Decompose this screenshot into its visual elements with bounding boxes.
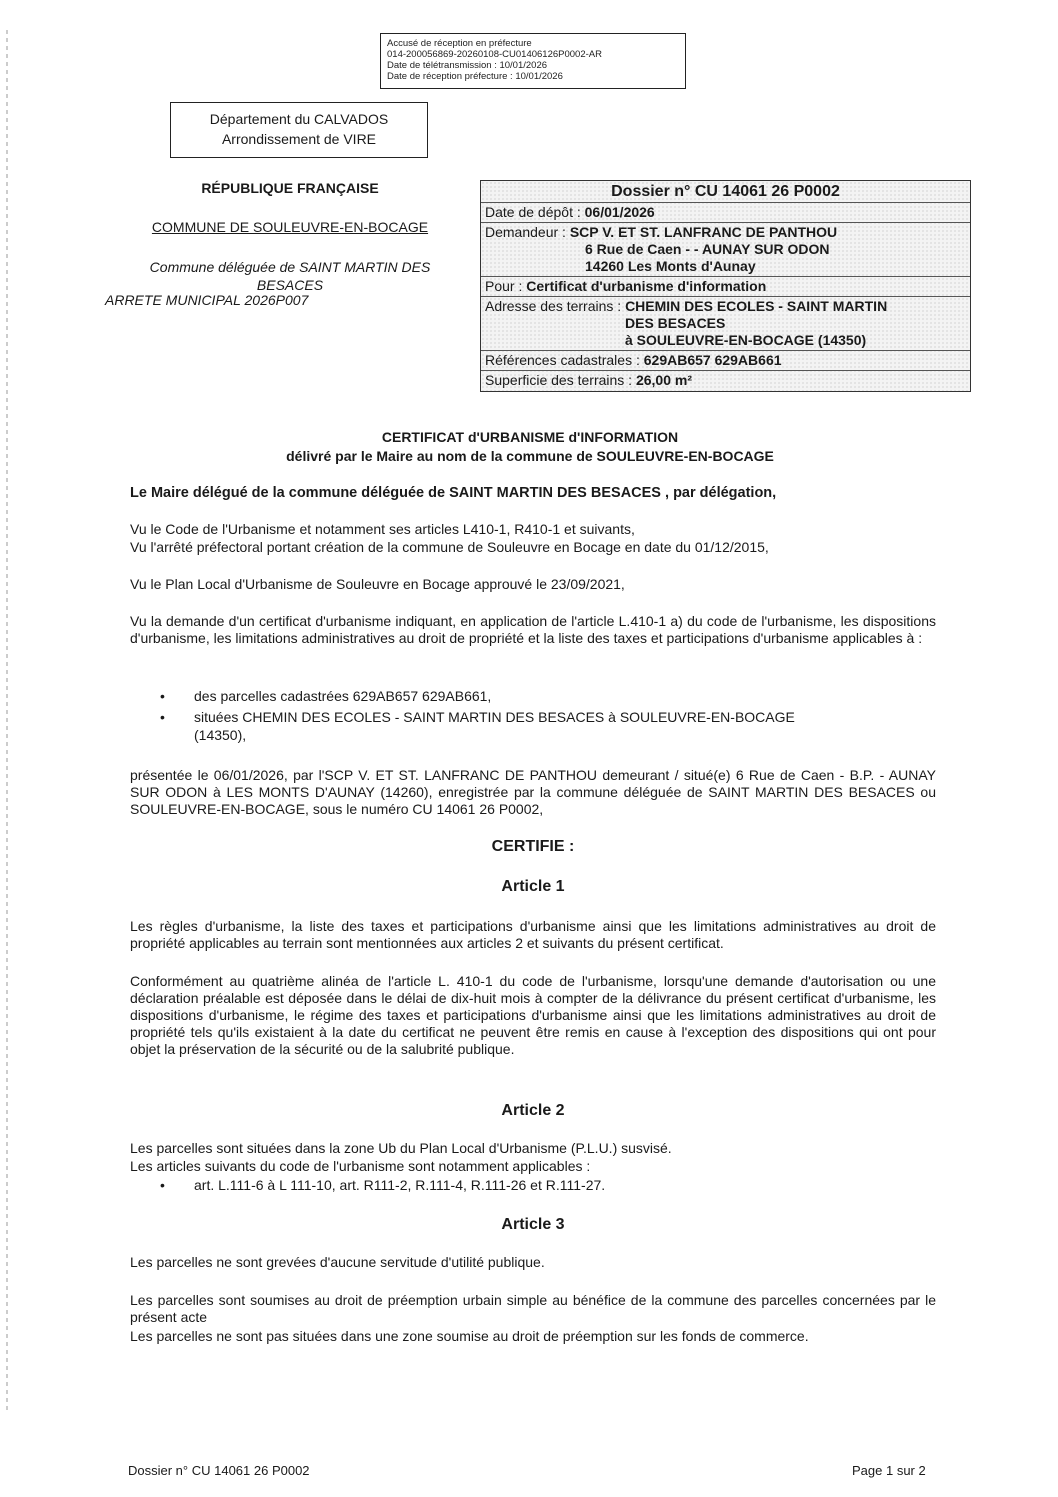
adresse-value: DES BESACES	[625, 315, 726, 331]
article-1-paragraph: Les règles d'urbanisme, la liste des taxes et participations d'urbanisme ainsi que les limitations administratives au droit de propriété applicables au terrain sont mentionnées aux articles 2 et suivants du présent certificat.	[130, 918, 936, 951]
refs-value: 629AB657 629AB661	[643, 352, 782, 368]
depot-label: Date de dépôt :	[485, 204, 585, 220]
reception-stamp	[380, 33, 686, 89]
demandeur-address: 14260 Les Monts d'Aunay	[585, 258, 756, 274]
list-item	[160, 709, 940, 726]
bullet-icon: •	[160, 688, 165, 704]
article-2-line: Les articles suivants du code de l'urbanisme sont notamment applicables :	[130, 1158, 591, 1174]
list-item	[160, 1177, 605, 1194]
dossier-depot	[481, 202, 970, 222]
article-2-line: Les parcelles sont situées dans la zone Ub du Plan Local d'Urbanisme (P.L.U.) susvisé.	[130, 1140, 672, 1156]
commune-deleguee	[122, 258, 458, 294]
adresse-value: CHEMIN DES ECOLES - SAINT MARTIN	[625, 298, 888, 314]
superficie-label: Superficie des terrains :	[485, 372, 636, 388]
adresse-value: à SOULEUVRE-EN-BOCAGE (14350)	[625, 332, 867, 348]
dossier-title: Dossier n° CU 14061 26 P0002	[611, 183, 840, 200]
dossier-demandeur	[481, 222, 970, 276]
bullet-icon: •	[160, 1177, 165, 1193]
article-3-heading: Article 3	[501, 1216, 565, 1233]
list-item-continuation: (14350),	[194, 727, 247, 743]
article-3-paragraph: Les parcelles ne sont grevées d'aucune servitude d'utilité publique.	[130, 1254, 545, 1270]
vu-arrete: Vu l'arrêté préfectoral portant création de la commune de Souleuvre en Bocage en date du 01/12/2015,	[130, 539, 769, 555]
footer-dossier: Dossier n° CU 14061 26 P0002	[128, 1463, 310, 1478]
certificate-title	[120, 428, 940, 466]
demandeur-address: 6 Rue de Caen - - AUNAY SUR ODON	[585, 241, 830, 257]
maire-statement: Le Maire délégué de la commune déléguée de SAINT MARTIN DES BESACES , par délégation,	[130, 485, 777, 501]
dossier-superficie	[481, 370, 970, 390]
dossier-pour	[481, 276, 970, 296]
article-2-heading: Article 2	[501, 1102, 565, 1119]
article-1-paragraph: Conformément au quatrième alinéa de l'article L. 410-1 du code de l'urbanisme, lorsqu'une demande d'autorisation ou une déclaration préalable est déposée dans le délai de dix-huit mois à compter de la délivrance du présent certificat d'urbanisme, les dispositions d'urbanisme, le régime des taxes et participations d'urbanisme ainsi que les limitations administratives au droit de propriété tels qu'ils existaient à la date du certificat ne peuvent être remis en cause à l'exception des dispositions qui ont pour objet la préservation de la sécurité ou de la salubrité publique.	[130, 973, 936, 1057]
presentee-paragraph: présentée le 06/01/2026, par l'SCP V. ET ST. LANFRANC DE PANTHOU demeurant / situé(e) 6 Rue de Caen - B.P. - AUNAY SUR ODON à LES MONTS D'AUNAY (14260), enregistrée par la commune déléguée de SAINT MARTIN DES BESACES ou SOULEUVRE-EN-BOCAGE, sous le numéro CU 14061 26 P0002,	[130, 767, 936, 817]
article-3-paragraph: Les parcelles sont soumises au droit de préemption urbain simple au bénéfice de la commune des parcelles concernées par le présent acte	[130, 1292, 936, 1325]
commune-deleguee-line: BESACES	[256, 277, 324, 293]
adresse-label: Adresse des terrains :	[485, 298, 626, 314]
stamp-line: Date de réception préfecture : 10/01/2026	[387, 71, 563, 82]
certificate-title-line: CERTIFICAT d'URBANISME d'INFORMATION	[381, 429, 679, 445]
list-item	[160, 688, 491, 705]
departement: Département du CALVADOS	[209, 111, 389, 127]
dossier-adresse	[481, 296, 970, 350]
departement-box	[170, 102, 428, 158]
article-1-heading: Article 1	[501, 878, 565, 895]
arrondissement: Arrondissement de VIRE	[221, 131, 377, 147]
stamp-line: Accusé de réception en préfecture	[387, 38, 532, 49]
list-item-text: des parcelles cadastrées 629AB657 629AB661,	[194, 688, 492, 704]
stamp-line: Date de télétransmission : 10/01/2026	[387, 60, 548, 71]
article-3-paragraph: Les parcelles ne sont pas situées dans une zone soumise au droit de préemption sur les fonds de commerce.	[130, 1328, 809, 1344]
bullet-icon: •	[160, 709, 165, 725]
certificate-title-line: délivré par le Maire au nom de la commune de SOULEUVRE-EN-BOCAGE	[286, 448, 774, 464]
arrete-number: ARRETE MUNICIPAL 2026P007	[105, 292, 309, 308]
vu-demande: Vu la demande d'un certificat d'urbanisme indiquant, en application de l'article L.410-1 a) du code de l'urbanisme, les dispositions d'urbanisme, les limitations administratives au droit de propriété et la liste des taxes et participations d'urbanisme applicables à :	[130, 613, 936, 646]
depot-value: 06/01/2026	[584, 204, 655, 220]
superficie-value: 26,00 m²	[635, 372, 693, 388]
list-item-text: situées CHEMIN DES ECOLES - SAINT MARTIN DES BESACES à SOULEUVRE-EN-BOCAGE	[194, 709, 795, 725]
certifie-heading: CERTIFIE :	[491, 838, 575, 855]
dossier-references	[481, 350, 970, 370]
dossier-table	[480, 180, 971, 392]
demandeur-name: SCP V. ET ST. LANFRANC DE PANTHOU	[569, 224, 838, 240]
pour-label: Pour :	[485, 278, 527, 294]
vu-plu: Vu le Plan Local d'Urbanisme de Souleuvre en Bocage approuvé le 23/09/2021,	[130, 576, 625, 592]
scan-margin-marks	[6, 30, 8, 1410]
commune-deleguee-line: Commune déléguée de SAINT MARTIN DES	[149, 259, 431, 275]
stamp-line: 014-200056869-20260108-CU01406126P0002-AR	[387, 49, 602, 60]
pour-value: Certificat d'urbanisme d'information	[526, 278, 767, 294]
demandeur-label: Demandeur :	[485, 224, 570, 240]
vu-code: Vu le Code de l'Urbanisme et notamment ses articles L410-1, R410-1 et suivants,	[130, 521, 635, 537]
list-item-text: art. L.111-6 à L 111-10, art. R111-2, R.111-4, R.111-26 et R.111-27.	[194, 1177, 606, 1193]
commune-name: COMMUNE DE SOULEUVRE-EN-BOCAGE	[151, 219, 429, 235]
republique-francaise: RÉPUBLIQUE FRANÇAISE	[201, 180, 379, 196]
page-number: Page 1 sur 2	[852, 1463, 926, 1478]
refs-label: Références cadastrales :	[485, 352, 644, 368]
